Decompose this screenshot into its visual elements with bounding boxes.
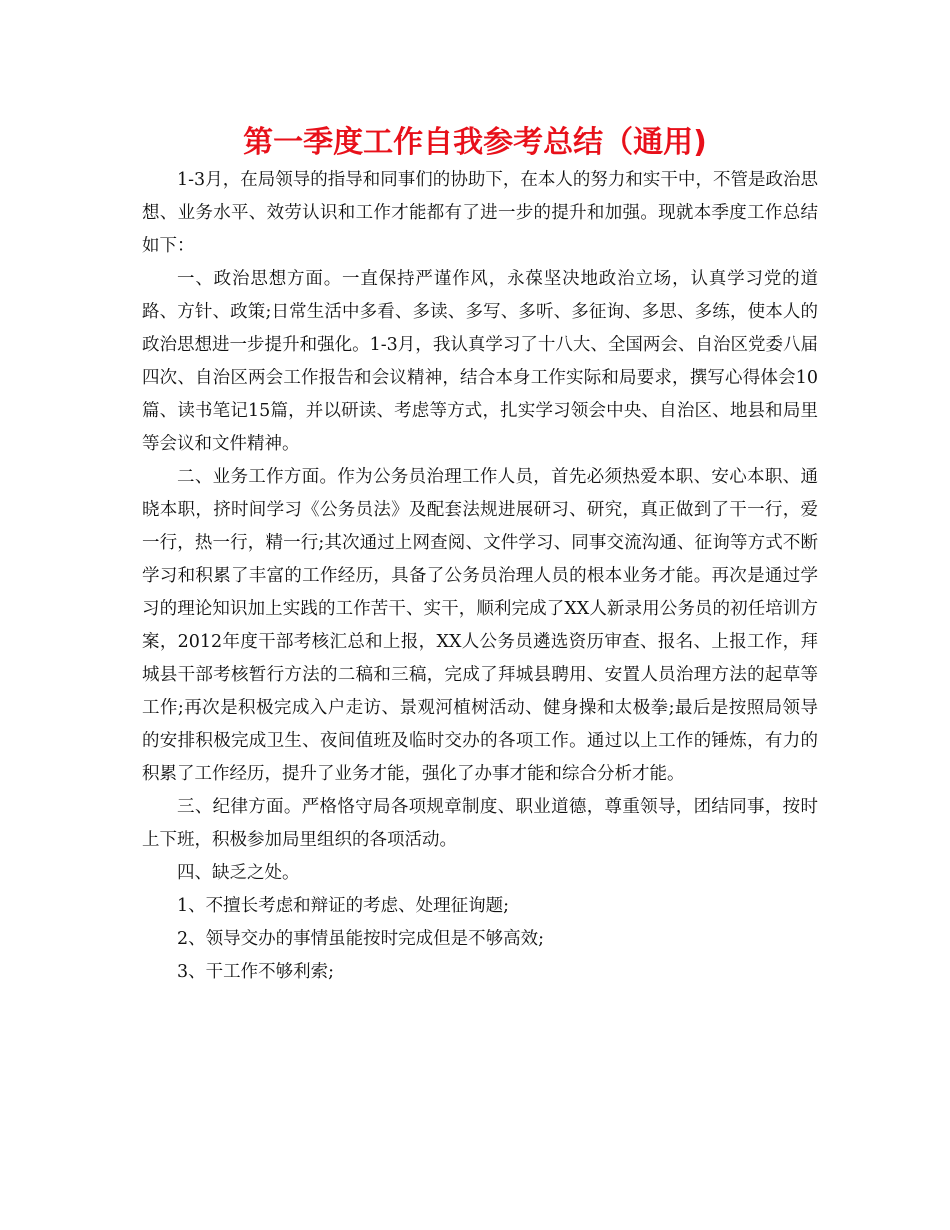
document-body bbox=[142, 164, 818, 989]
paragraph-discipline: 三、纪律方面。严格恪守局各项规章制度、职业道德，尊重领导，团结同事，按时上下班，积极参加局里组织的各项活动。 bbox=[142, 797, 818, 850]
list-item: 1、不擅长考虑和辩证的考虑、处理征询题; bbox=[177, 896, 510, 916]
paragraph-intro: 1-3月，在局领导的指导和同事们的协助下，在本人的努力和实干中，不管是政治思想、业务水平、效劳认识和工作才能都有了进一步的提升和加强。现就本季度工作总结如下： bbox=[142, 170, 818, 256]
paragraph-shortcomings-heading: 四、缺乏之处。 bbox=[177, 863, 300, 883]
list-item: 3、干工作不够利索; bbox=[177, 962, 335, 982]
paragraph-political: 一、政治思想方面。一直保持严谨作风，永葆坚决地政治立场，认真学习党的道路、方针、政策;日常生活中多看、多读、多写、多听、多征询、多思、多练，使本人的政治思想进一步提升和强化。1-3月，我认真学习了十八大、全国两会、自治区党委八届四次、自治区两会工作报告和会议精神，结合本身工作实际和局要求，撰写心得体会10篇、读书笔记15篇，并以研读、考虑等方式，扎实学习领会中央、自治区、地县和局里等会议和文件精神。 bbox=[142, 269, 818, 454]
paragraph-business: 二、业务工作方面。作为公务员治理工作人员，首先必须热爱本职、安心本职、通晓本职，挤时间学习《公务员法》及配套法规进展研习、研究，真正做到了干一行，爱一行，热一行，精一行;其次通过上网查阅、文件学习、同事交流沟通、征询等方式不断学习和积累了丰富的工作经历，具备了公务员治理人员的根本业务才能。再次是通过学习的理论知识加上实践的工作苦干、实干，顺利完成了XX人新录用公务员的初任培训方案，2012年度干部考核汇总和上报，XX人公务员遴选资历审查、报名、上报工作，拜城县干部考核暂行方法的二稿和三稿，完成了拜城县聘用、安置人员治理方法的起草等工作;再次是积极完成入户走访、景观河植树活动、健身操和太极拳;最后是按照局领导的安排积极完成卫生、夜间值班及临时交办的各项工作。通过以上工作的锤炼，有力的积累了工作经历，提升了业务才能，强化了办事才能和综合分析才能。 bbox=[142, 467, 818, 784]
list-item: 2、领导交办的事情虽能按时完成但是不够高效; bbox=[177, 929, 545, 949]
document-title: 第一季度工作自我参考总结（通用) bbox=[243, 125, 707, 160]
